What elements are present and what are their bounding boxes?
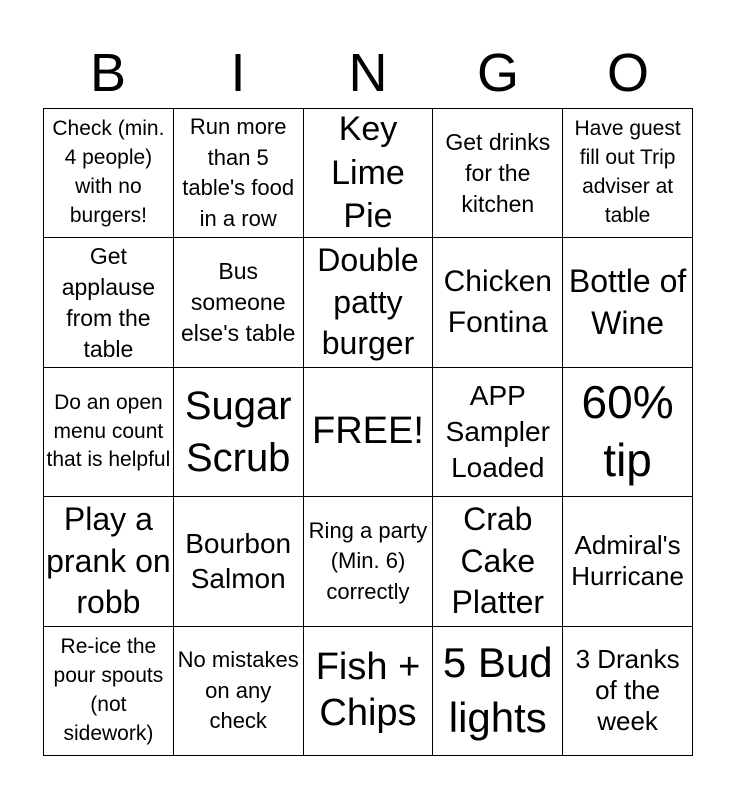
header-letter-i: I xyxy=(230,43,246,103)
bingo-cell-r1-c1[interactable] xyxy=(44,109,174,238)
bingo-cell-text: 3 Dranks of the week xyxy=(575,644,680,737)
header-letter-o: O xyxy=(606,43,649,103)
bingo-cell-r5-c1[interactable] xyxy=(44,627,174,756)
bingo-header xyxy=(43,38,693,108)
bingo-cell-text: Do an open menu count that is helpful xyxy=(46,390,171,472)
bingo-grid xyxy=(43,108,693,756)
bingo-cell-r4-c5[interactable] xyxy=(563,497,693,626)
bingo-cell-r5-c4[interactable] xyxy=(433,627,563,756)
bingo-cell-text: Ring a party (Min. 6) correctly xyxy=(308,517,428,604)
bingo-cell-r2-c4[interactable] xyxy=(433,238,563,367)
bingo-cell-text: 5 Bud lights xyxy=(442,639,553,741)
bingo-cell-text: Check (min. 4 people) with no burgers! xyxy=(52,117,165,228)
bingo-cell-r1-c3[interactable] xyxy=(304,109,434,238)
bingo-cell-text: Have guest fill out Trip adviser at table xyxy=(574,117,681,228)
free-space-label: FREE! xyxy=(312,410,424,453)
bingo-cell-text: Get drinks for the kitchen xyxy=(445,128,551,217)
bingo-cell-text: Chicken Fontina xyxy=(443,265,552,339)
bingo-cell-r4-c4[interactable] xyxy=(433,497,563,626)
bingo-cell-text: Run more than 5 table's food in a row xyxy=(182,114,295,231)
bingo-cell-r4-c2[interactable] xyxy=(174,497,304,626)
bingo-cell-text: Bus someone else's table xyxy=(181,258,296,347)
bingo-cell-r1-c2[interactable] xyxy=(174,109,304,238)
bingo-cell-text: Get applause from the table xyxy=(61,242,156,362)
bingo-cell-r2-c1[interactable] xyxy=(44,238,174,367)
header-letter-g: G xyxy=(476,43,519,103)
bingo-cell-r3-c1[interactable] xyxy=(44,368,174,497)
header-letter-n: N xyxy=(348,43,388,103)
bingo-cell-text: Crab Cake Platter xyxy=(451,501,545,621)
bingo-cell-r5-c5[interactable] xyxy=(563,627,693,756)
bingo-cell-r5-c2[interactable] xyxy=(174,627,304,756)
bingo-cell-text: 60% tip xyxy=(581,376,674,486)
bingo-cell-r3-c3-free[interactable] xyxy=(304,368,434,497)
bingo-cell-r1-c5[interactable] xyxy=(563,109,693,238)
bingo-cell-r2-c2[interactable] xyxy=(174,238,304,367)
bingo-cell-r2-c3[interactable] xyxy=(304,238,434,367)
bingo-cell-r4-c3[interactable] xyxy=(304,497,434,626)
bingo-cell-text: Re-ice the pour spouts (not sidework) xyxy=(53,634,164,745)
bingo-cell-text: No mistakes on any check xyxy=(177,647,299,733)
bingo-cell-text: Sugar Scrub xyxy=(184,383,292,480)
header-letter-b: B xyxy=(89,43,127,103)
bingo-cell-text: Fish + Chips xyxy=(315,646,421,734)
bingo-cell-r3-c2[interactable] xyxy=(174,368,304,497)
bingo-cell-text: Admiral's Hurricane xyxy=(571,530,684,592)
bingo-cell-r5-c3[interactable] xyxy=(304,627,434,756)
bingo-cell-text: Double patty burger xyxy=(317,242,419,362)
bingo-cell-text: Key Lime Pie xyxy=(331,110,405,235)
bingo-cell-r4-c1[interactable] xyxy=(44,497,174,626)
bingo-cell-text: Bourbon Salmon xyxy=(185,527,292,595)
bingo-cell-r3-c4[interactable] xyxy=(433,368,563,497)
bingo-cell-text: APP Sampler Loaded xyxy=(445,380,550,483)
bingo-cell-r1-c4[interactable] xyxy=(433,109,563,238)
bingo-cell-text: Play a prank on robb xyxy=(46,501,171,621)
bingo-cell-text: Bottle of Wine xyxy=(568,263,687,341)
bingo-cell-r2-c5[interactable] xyxy=(563,238,693,367)
bingo-cell-r3-c5[interactable] xyxy=(563,368,693,497)
